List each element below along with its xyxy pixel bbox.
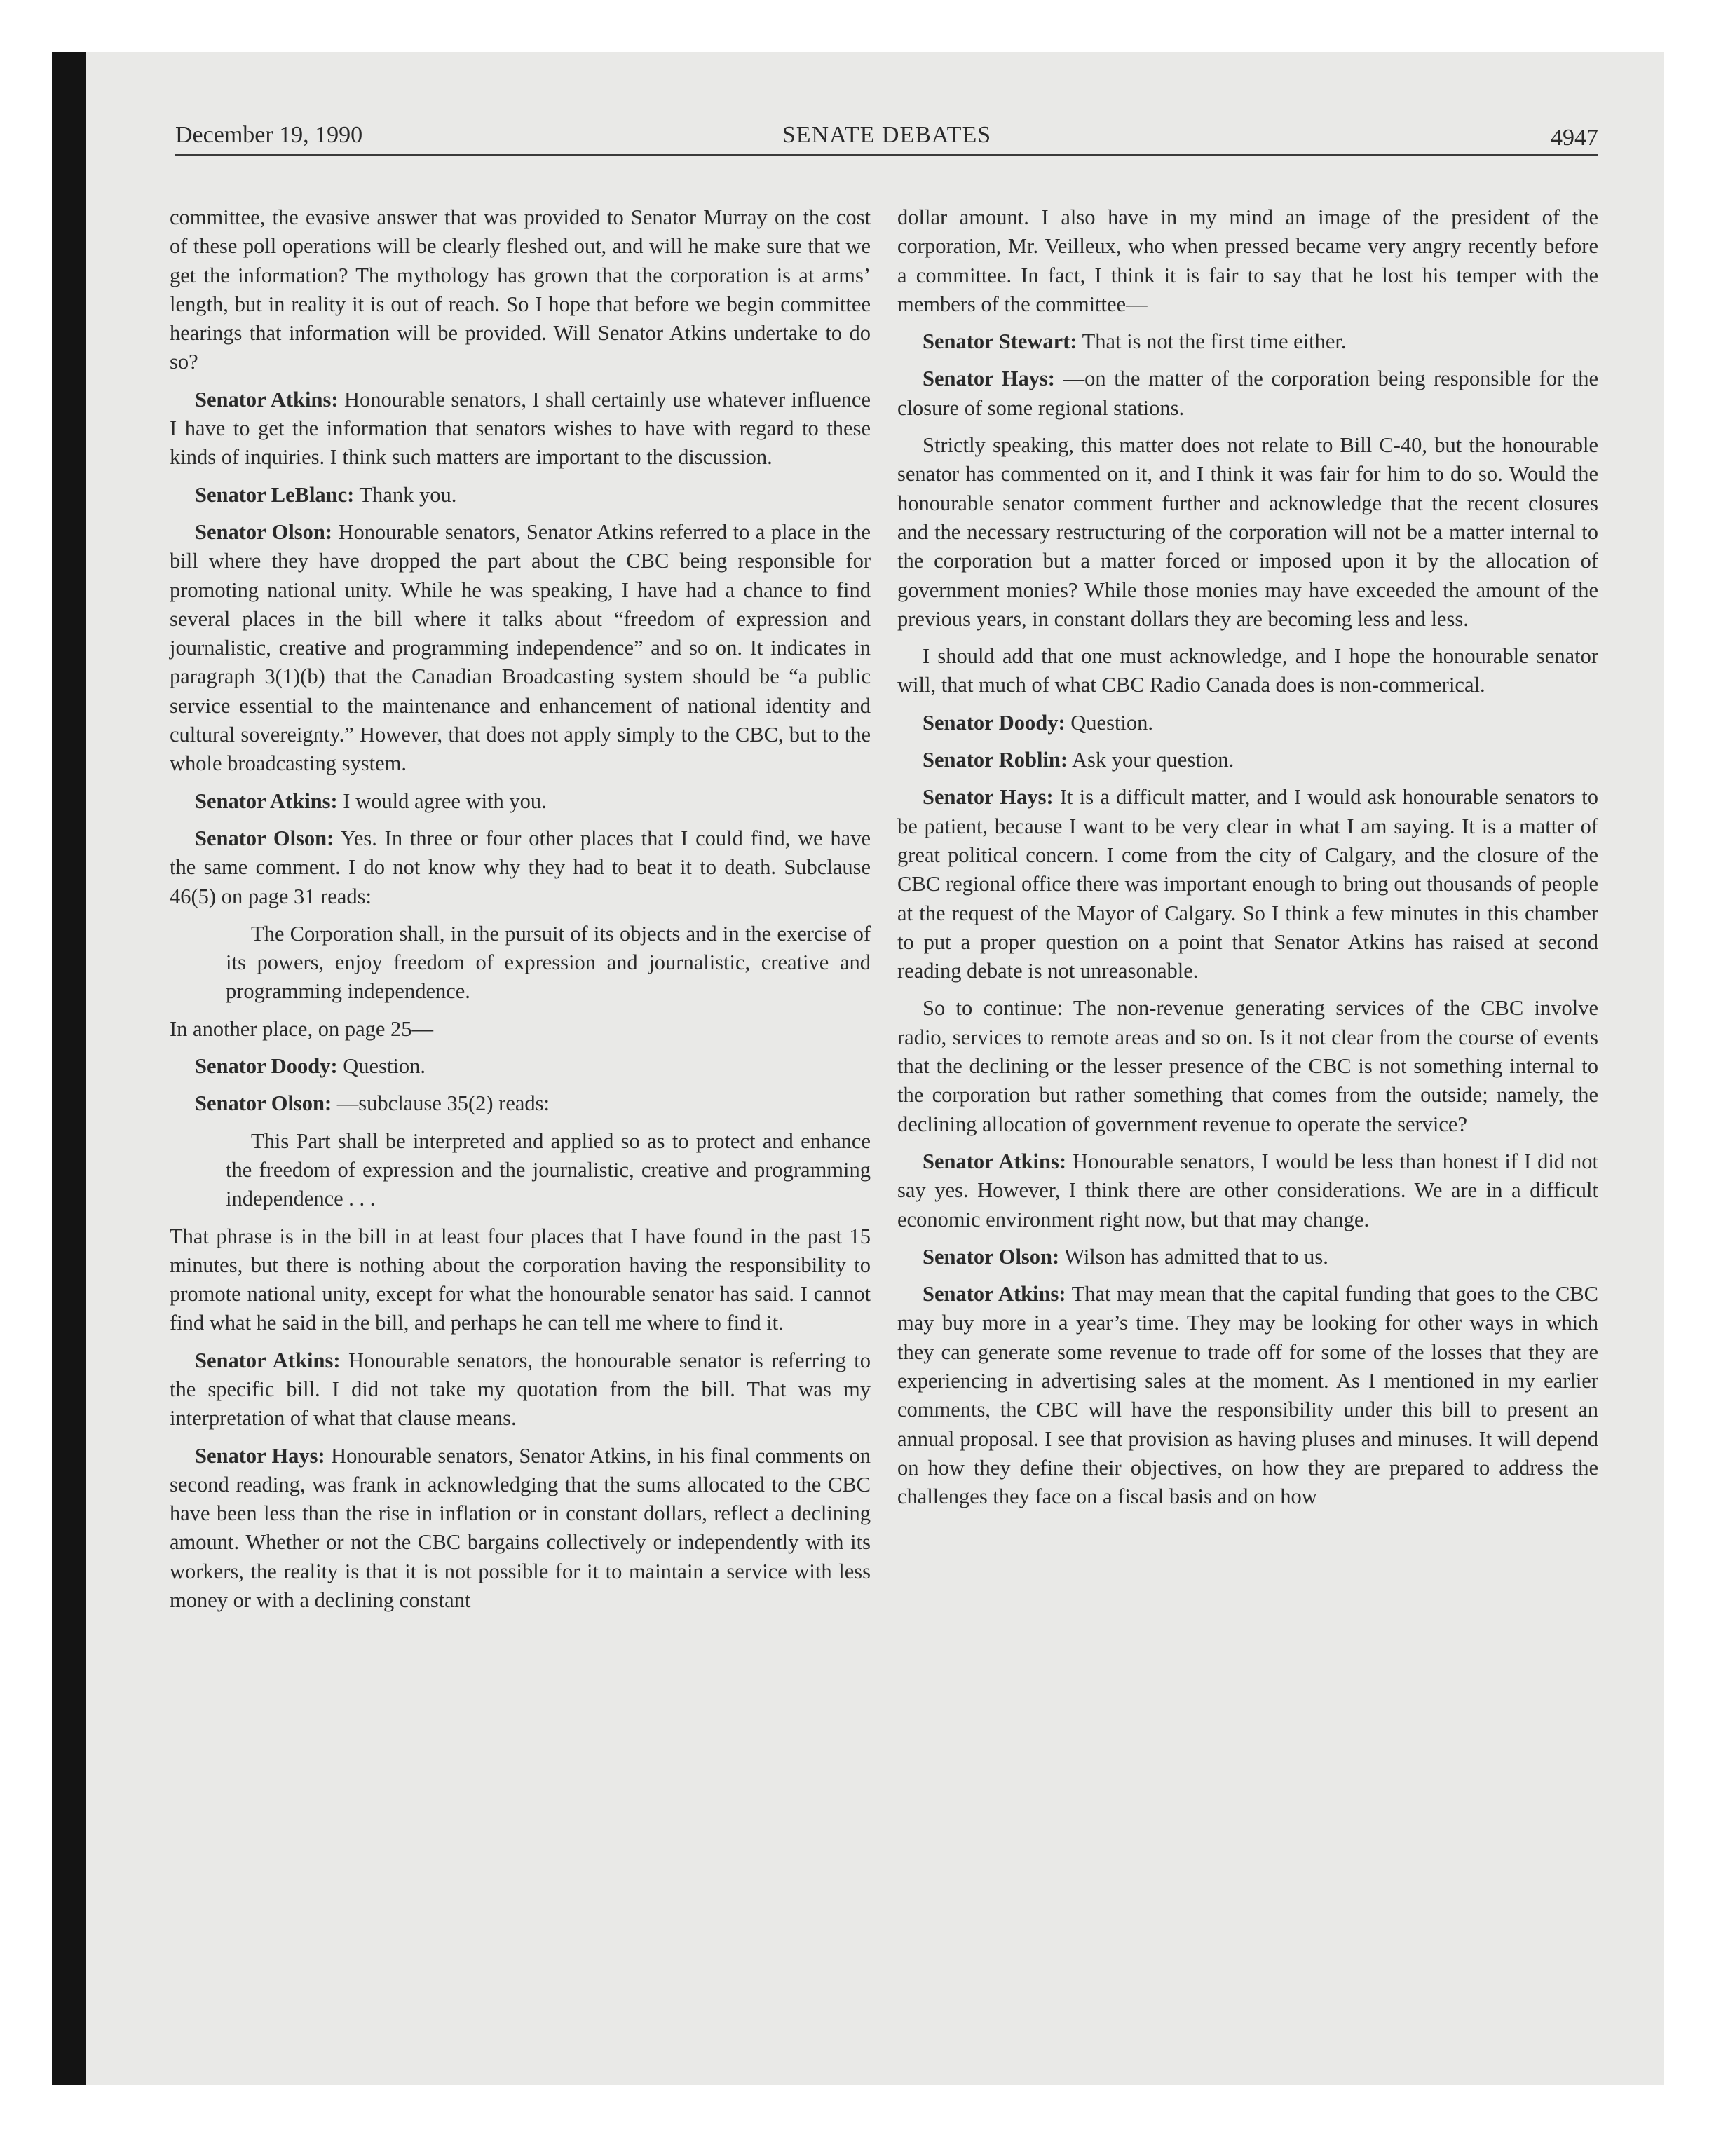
paragraph-text: Wilson has admitted that to us.: [1064, 1244, 1328, 1269]
speech-paragraph: [170, 1442, 871, 1616]
paragraph-text: Thank you.: [359, 482, 457, 507]
paragraph-text: Honourable senators, the honourable senator is referring to the specific bill. I did not take my quotation from the bill. That was my interpretation of what that clause means.: [170, 1348, 871, 1431]
speech-paragraph: [897, 1243, 1598, 1271]
paragraph-text: Question.: [1070, 710, 1154, 735]
right-column: [897, 203, 1598, 1520]
speech-paragraph: [170, 824, 871, 911]
speaker-name: Senator Olson:: [195, 1091, 332, 1116]
paragraph-text: I would agree with you.: [343, 789, 547, 813]
speaker-name: Senator Olson:: [923, 1244, 1060, 1269]
speech-paragraph: [170, 386, 871, 472]
text-paragraph: [897, 994, 1598, 1138]
speech-paragraph: [170, 787, 871, 816]
text-paragraph: [897, 431, 1598, 634]
text-paragraph: [170, 1222, 871, 1338]
speaker-name: Senator Olson:: [195, 519, 332, 544]
speech-paragraph: [170, 1052, 871, 1081]
text-paragraph: [170, 203, 871, 377]
paragraph-text: Honourable senators, I would be less than honest if I did not say yes. However, I think there are other considerations. We are in a difficult economic environment right now, but that may change.: [897, 1149, 1598, 1231]
paragraph-text: —subclause 35(2) reads:: [336, 1091, 550, 1116]
speech-paragraph: [897, 364, 1598, 423]
speech-paragraph: [897, 783, 1598, 985]
speaker-name: Senator Hays:: [195, 1443, 325, 1468]
speech-paragraph: [170, 518, 871, 779]
paragraph-text: It is a difficult matter, and I would ask honourable senators to be patient, because I want to be very clear in what I am saying. It is a matter of great political concern. I come from the city of Calgary, and the closure of the CBC regional office there was important enough to bring out thousands of people at the request of the Mayor of Calgary. So I think a few minutes in this chamber to put a proper question on a point that Senator Atkins has raised at second reading debate is not unreasonable.: [897, 785, 1599, 983]
speaker-name: Senator Roblin:: [923, 748, 1068, 772]
paragraph-text: Honourable senators, Senator Atkins referred to a place in the bill where they have dropped the part about the CBC being responsible for promoting national unity. While he was speaking, I have had a chance to find several places in the bill where it talks about “freedom of expression and journalistic, creative and programming independence” and so on. It indicates in paragraph 3(1)(b) that the Canadian Broadcasting system should be “a public service essential to the maintenance and enhancement of national identity and cultural sovereignty.” However, that does not apply simply to the CBC, but to the whole broadcasting system.: [170, 519, 871, 776]
header-date: December 19, 1990: [175, 122, 363, 148]
speech-paragraph: [897, 1147, 1598, 1234]
paragraph-text: Ask your question.: [1072, 748, 1234, 772]
header-title: SENATE DEBATES: [782, 122, 992, 148]
text-paragraph: [897, 203, 1598, 319]
speaker-name: Senator Atkins:: [923, 1149, 1066, 1173]
paragraph-text: Yes. In three or four other places that I could find, we have the same comment. I do not know why they had to beat it to death. Subclause 46(5) on page 31 reads:: [170, 826, 871, 908]
quoted-passage: The Corporation shall, in the pursuit of its objects and in the exercise of its powers, enjoy freedom of expression and journalistic, creative and programming independence.: [226, 921, 871, 1004]
paragraph-text: Honourable senators, I shall certainly use whatever influence I have to get the information that senators wishes to have with regard to these kinds of inquiries. I think such matters are important to the discussion.: [170, 387, 871, 470]
speaker-name: Senator Hays:: [923, 367, 1055, 391]
speech-paragraph: [170, 1346, 871, 1433]
paragraph-text: That is not the first time either.: [1082, 329, 1347, 354]
paragraph-text: Question.: [343, 1054, 426, 1079]
quoted-passage: This Part shall be interpreted and applied so as to protect and enhance the freedom of expression and the journalistic, creative and programming independence . . .: [226, 1128, 871, 1211]
speech-paragraph: [170, 1089, 871, 1118]
speaker-name: Senator Atkins:: [923, 1282, 1066, 1306]
speaker-name: Senator Atkins:: [195, 387, 339, 411]
paragraph-text: I should add that one must acknowledge, and I hope the honourable senator will, that much of what CBC Radio Canada does is non-commerical.: [897, 644, 1598, 697]
speaker-name: Senator Doody:: [195, 1054, 338, 1079]
page-number: 4947: [1551, 125, 1598, 151]
speech-paragraph: [897, 327, 1598, 356]
speaker-name: Senator Olson:: [195, 826, 334, 850]
paragraph-text: That may mean that the capital funding that goes to the CBC may buy more in a year’s time. They may be looking for other ways in which they can generate some revenue to trade off for some of the losses that they are experiencing in advertising sales at the moment. As I mentioned in my earlier comments, the CBC will have the responsibility under this bill to present an annual proposal. I see that provision as having pluses and minuses. It will depend on how they define their objectives, on how they are prepared to address the challenges they face on a fiscal basis and on how: [897, 1282, 1598, 1509]
text-paragraph: [897, 642, 1598, 700]
paragraph-text: So to continue: The non-revenue generating services of the CBC involve radio, services to remote areas and so on. Is it not clear from the course of events that the declining or the lesser presence of the CBC is not something internal to the corporation but rather something that comes from the outside; namely, the declining allocation of government revenue to operate the service?: [897, 996, 1598, 1136]
paragraph-text: committee, the evasive answer that was provided to Senator Murray on the cost of these poll operations will be clearly fleshed out, and will he make sure that we get the information? The mythology has grown that the corporation is at arms’ length, but in reality it is out of reach. So I hope that before we begin committee hearings that information will be provided. Will Senator Atkins undertake to do so?: [170, 205, 871, 374]
paragraph-text: Strictly speaking, this matter does not relate to Bill C-40, but the honourable senator has commented on it, and I think it was fair for him to do so. Would the honourable senator comment further and acknowledge that the recent closures and the necessary restructuring of the corporation will not be a matter internal to the corporation but a matter forced or imposed upon it by the allocation of government monies? While those monies may have exceeded the amount of the previous years, in constant dollars they are becoming less and less.: [897, 433, 1598, 631]
speaker-name: Senator Atkins:: [195, 1348, 341, 1372]
speaker-name: Senator Hays:: [923, 785, 1054, 810]
paragraph-text: Honourable senators, Senator Atkins, in his final comments on second reading, was frank in acknowledging that the sums allocated to the CBC have been less than the rise in inflation or in constant dollars, reflect a declining amount. Whether or not the CBC bargains collectively or independently with its workers, the reality is that it is not possible for it to maintain a service with less money or with a declining constant: [170, 1443, 871, 1613]
speaker-name: Senator LeBlanc:: [195, 482, 355, 507]
text-paragraph: [170, 1015, 871, 1044]
speech-paragraph: [897, 1280, 1598, 1511]
paragraph-text: That phrase is in the bill in at least four places that I have found in the past 15 minutes, but there is nothing about the corporation having the responsibility to promote national unity, except for what the honourable senator has said. I cannot find what he said in the bill, and perhaps he can tell me where to find it.: [170, 1224, 871, 1335]
speech-paragraph: [897, 746, 1598, 775]
paragraph-text: In another place, on page 25—: [170, 1016, 434, 1041]
speaker-name: Senator Atkins:: [195, 789, 338, 813]
speech-paragraph: [170, 481, 871, 510]
page-header: [175, 118, 1598, 156]
paragraph-text: dollar amount. I also have in my mind an image of the president of the corporation, Mr. Veilleux, who when pressed became very angry recently before a committee. In fact, I think it is fair to say that he lost his temper with the members of the committee—: [897, 205, 1598, 316]
speaker-name: Senator Stewart:: [923, 329, 1077, 354]
binding-edge: [52, 52, 86, 2085]
paragraph-text: —on the matter of the corporation being responsible for the closure of some regional stations.: [897, 367, 1598, 420]
speech-paragraph: [897, 709, 1598, 737]
speaker-name: Senator Doody:: [923, 710, 1066, 735]
left-column: [170, 203, 871, 1623]
